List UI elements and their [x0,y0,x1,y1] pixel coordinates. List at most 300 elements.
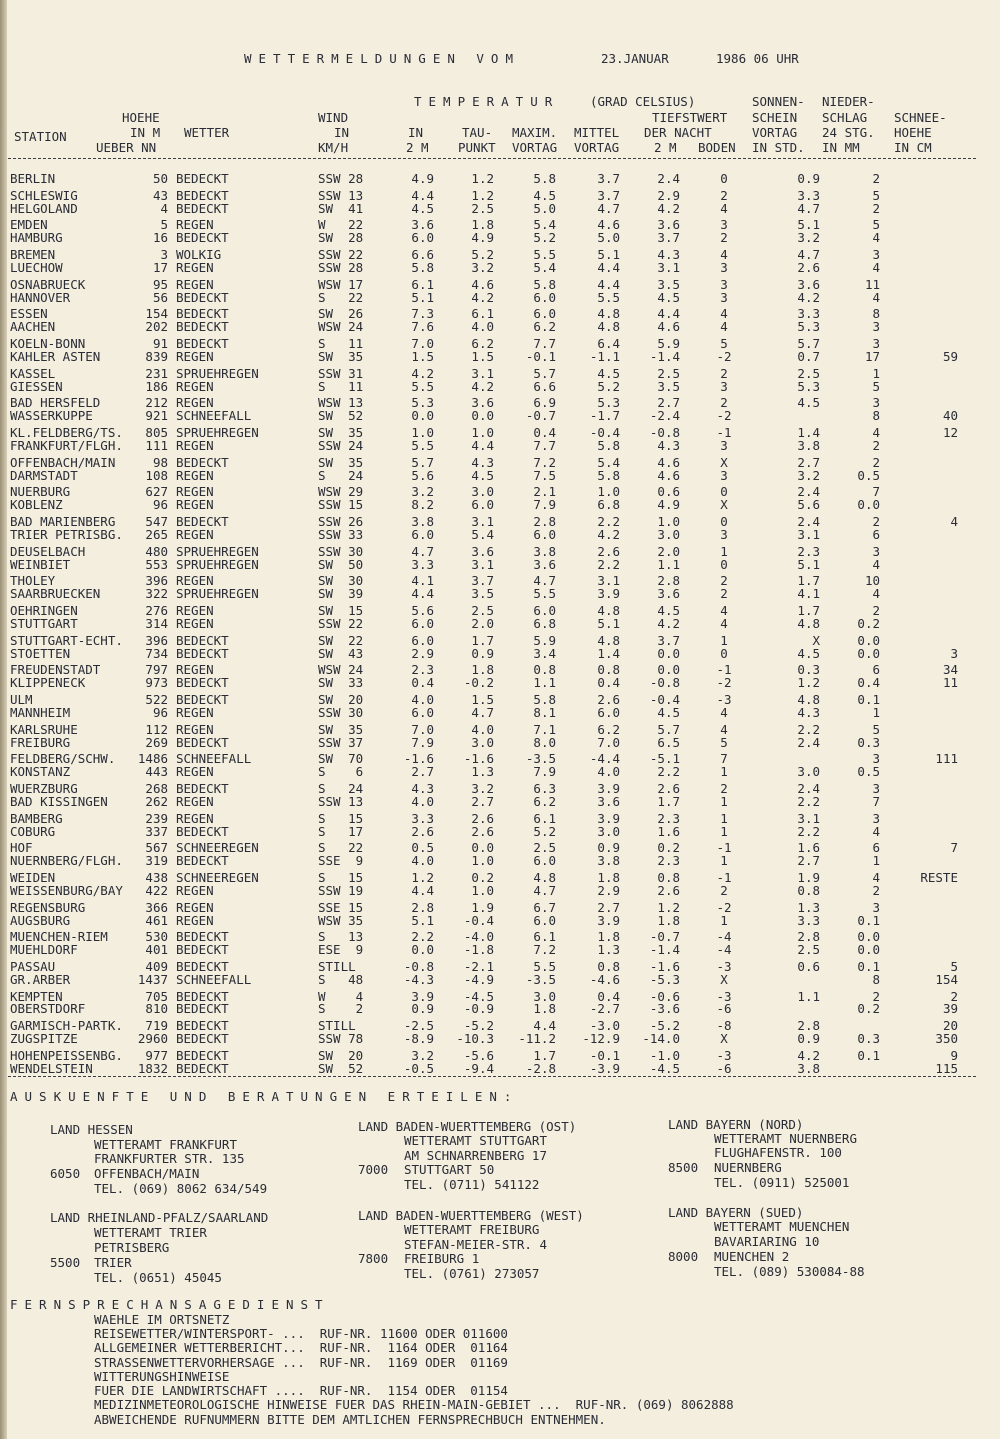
office-tel: TEL. (0911) 525001 [714,1175,850,1190]
cell-wetter: REGEN [176,912,214,928]
cell-temp-2m: 5.1 [411,289,434,305]
cell-taupunkt: 2.0 [471,615,494,631]
cell-hoehe: 797 [145,662,168,678]
cell-wetter: REGEN [176,764,214,780]
cell-taupunkt: 0.0 [471,408,494,424]
cell-maxim: 5.8 [533,171,556,186]
cell-temp-2m: 6.6 [411,247,434,263]
cell-tiefst-boden: -8 [716,1018,732,1034]
cell-maxim: 1.7 [533,1047,556,1063]
cell-tiefst-boden: 4 [720,615,728,631]
cell-taupunkt: -0.4 [463,912,494,928]
cell-taupunkt: 1.0 [471,853,494,869]
cell-wind: S 24 [318,467,364,483]
cell-station: DEUSELBACH [10,543,86,559]
cell-hoehe: 337 [145,823,168,839]
cell-tiefst-boden: -3 [716,988,732,1004]
header-nieder-2: SCHLAG [822,110,868,125]
cell-wind: WSW 24 [318,319,364,335]
cell-taupunkt: 1.5 [471,348,494,364]
cell-hoehe: 1486 [137,751,168,767]
cell-tiefst-boden: -1 [716,662,732,678]
cell-hoehe: 422 [145,882,168,898]
cell-tiefst-2m: -0.8 [649,425,680,441]
cell-maxim: 3.8 [533,543,556,559]
cell-maxim: 7.9 [533,764,556,780]
cell-taupunkt: 1.2 [471,187,494,203]
cell-mittel: -0.4 [589,425,620,441]
cell-wetter: REGEN [176,882,214,898]
office-city: MUENCHEN 2 [714,1249,790,1264]
cell-maxim: 7.9 [533,497,556,513]
cell-tiefst-boden: 4 [720,247,728,263]
cell-wind: SSW 37 [318,734,364,750]
table-row [0,943,1000,958]
cell-niederschlag: 4 [872,230,880,246]
cell-wind: SSW 13 [318,187,364,203]
cell-hoehe: 43 [152,187,168,203]
cell-tiefst-boden: 0 [720,645,728,661]
cell-temp-2m: 1.5 [411,348,434,364]
cell-niederschlag: 3 [872,751,880,767]
cell-temp-2m: 6.0 [411,615,434,631]
cell-wind: WSW 17 [318,276,364,292]
cell-tiefst-2m: -5.3 [649,971,680,987]
cell-hoehe: 96 [152,704,168,720]
cell-maxim: 1.8 [533,1001,556,1017]
report-time: 1986 06 UHR [716,51,799,66]
cell-station: WEINBIET [10,556,71,572]
cell-tiefst-boden: X [720,454,728,470]
header-schnee-1: SCHNEE- [894,110,947,125]
cell-tiefst-boden: 3 [720,217,728,233]
cell-wetter: REGEN [176,615,214,631]
cell-wetter: REGEN [176,899,214,915]
cell-sonne: X [812,632,820,648]
cell-maxim: 5.8 [533,276,556,292]
cell-maxim: -0.1 [525,348,556,364]
cell-tiefst-2m: -2.4 [649,408,680,424]
cell-maxim: 6.8 [533,615,556,631]
cell-wetter: SCHNEEFALL [176,971,252,987]
cell-taupunkt: 5.4 [471,526,494,542]
office-street: FRANKFURTER STR. 135 [94,1151,245,1166]
report-date: 23.JANUAR [601,51,669,66]
cell-temp-2m: 7.3 [411,306,434,322]
cell-mittel: 6.2 [597,721,620,737]
cell-station: EMDEN [10,217,48,233]
cell-temp-2m: -4.3 [403,971,434,987]
table-row [0,350,1000,365]
cell-tiefst-2m: -5.1 [649,751,680,767]
table-row [0,202,1000,217]
cell-sonne: 2.5 [797,942,820,958]
cell-taupunkt: 4.6 [471,276,494,292]
cell-mittel: 5.8 [597,467,620,483]
cell-mittel: 3.9 [597,810,620,826]
cell-tiefst-2m: 0.0 [657,645,680,661]
cell-sonne: 0.8 [797,882,820,898]
cell-taupunkt: 3.0 [471,484,494,500]
cell-wetter: SPRUEHREGEN [176,556,259,572]
cell-temp-2m: 3.3 [411,556,434,572]
cell-niederschlag: 0.1 [857,1047,880,1063]
cell-mittel: -12.9 [582,1031,620,1047]
cell-tiefst-boden: 0 [720,171,728,186]
cell-niederschlag: 10 [864,573,880,589]
cell-temp-2m: -8.9 [403,1031,434,1047]
cell-tiefst-2m: 3.6 [657,586,680,602]
header-mittel-2: VORTAG [574,140,620,155]
cell-wind: SW 15 [318,603,364,619]
cell-hoehe: 547 [145,514,168,530]
cell-maxim: 5.2 [533,823,556,839]
cell-sonne: 0.6 [797,958,820,974]
fernsprech-line: ABWEICHENDE RUFNUMMERN BITTE DEM AMTLICHEN FERNSPRECHBUCH ENTNEHMEN. [94,1412,606,1427]
cell-hoehe: 719 [145,1018,168,1034]
table-row [0,587,1000,602]
cell-station: NUERNBERG/FLGH. [10,853,123,869]
cell-sonne: 1.9 [797,870,820,885]
office-city: OFFENBACH/MAIN [94,1166,200,1181]
cell-mittel: 3.7 [597,171,620,186]
cell-station: FREUDENSTADT [10,662,101,678]
cell-schnee: 115 [935,1060,958,1076]
cell-hoehe: 627 [145,484,168,500]
cell-tiefst-2m: 4.3 [657,247,680,263]
cell-wetter: REGEN [176,259,214,275]
cell-wind: S 17 [318,823,364,839]
cell-wetter: BEDECKT [176,942,229,958]
office-plz: 8500 [668,1160,699,1175]
cell-sonne: 1.2 [797,675,820,691]
cell-station: MANNHEIM [10,704,71,720]
cell-sonne: 4.5 [797,395,820,411]
cell-schnee: 39 [942,1001,958,1017]
cell-wetter: BEDECKT [176,734,229,750]
cell-niederschlag: 4 [872,870,880,885]
cell-maxim: 2.1 [533,484,556,500]
cell-wind: SW 52 [318,1060,364,1076]
cell-temp-2m: -1.6 [403,751,434,767]
cell-wind: SSW 26 [318,514,364,530]
cell-tiefst-boden: -3 [716,692,732,708]
cell-hoehe: 553 [145,556,168,572]
cell-wind: SSE 9 [318,853,364,869]
cell-niederschlag: 4 [872,556,880,572]
cell-temp-2m: 6.0 [411,526,434,542]
table-row [0,1032,1000,1047]
cell-temp-2m: 2.8 [411,899,434,915]
cell-wind: SW 28 [318,230,364,246]
cell-temp-2m: 0.9 [411,1001,434,1017]
office-tel: TEL. (0761) 273057 [404,1266,540,1281]
header-tiefst-2: DER NACHT [644,125,712,140]
cell-temp-2m: 2.7 [411,764,434,780]
cell-niederschlag: 1 [872,853,880,869]
cell-station: HOF [10,840,33,856]
cell-station: OBERSTDORF [10,1001,86,1017]
cell-taupunkt: 5.2 [471,247,494,263]
cell-taupunkt: 6.0 [471,497,494,513]
cell-sonne: 3.3 [797,912,820,928]
table-row [0,409,1000,424]
cell-niederschlag: 0.2 [857,1001,880,1017]
cell-wetter: SCHNEEFALL [176,751,252,767]
cell-tiefst-boden: -2 [716,675,732,691]
cell-tiefst-2m: 4.5 [657,603,680,619]
cell-sonne: 4.7 [797,200,820,216]
cell-wetter: BEDECKT [176,454,229,470]
cell-wind: STILL [318,1018,356,1034]
header-wind-2: IN [334,125,350,140]
cell-mittel: 4.8 [597,306,620,322]
cell-sonne: 0.3 [797,662,820,678]
cell-wind: SW 20 [318,1047,364,1063]
cell-maxim: 7.2 [533,942,556,958]
cell-station: SCHLESWIG [10,187,78,203]
cell-tiefst-2m: 4.6 [657,319,680,335]
cell-station: KEMPTEN [10,988,63,1004]
cell-tiefst-2m: -4.5 [649,1060,680,1076]
cell-wetter: BEDECKT [176,645,229,661]
cell-tiefst-boden: 1 [720,810,728,826]
table-row [0,854,1000,869]
cell-station: WUERZBURG [10,781,78,797]
cell-mittel: 3.0 [597,823,620,839]
cell-wetter: BEDECKT [176,958,229,974]
cell-schnee: 2 [950,988,958,1004]
cell-mittel: 2.6 [597,692,620,708]
cell-sonne: 1.1 [797,988,820,1004]
cell-maxim: 5.2 [533,230,556,246]
cell-tiefst-boden: 5 [720,734,728,750]
cell-sonne: 1.3 [797,899,820,915]
cell-tiefst-boden: 2 [720,586,728,602]
cell-taupunkt: -5.6 [463,1047,494,1063]
cell-temp-2m: 2.2 [411,929,434,945]
header-tiefst-1: TIEFSTWERT [652,110,728,125]
cell-wetter: REGEN [176,276,214,292]
cell-temp-2m: 8.2 [411,497,434,513]
cell-station: WASSERKUPPE [10,408,93,424]
cell-hoehe: 810 [145,1001,168,1017]
cell-hoehe: 111 [145,437,168,453]
cell-maxim: 5.5 [533,586,556,602]
cell-niederschlag: 17 [864,348,880,364]
cell-station: BAD KISSINGEN [10,793,108,809]
office-land: LAND BADEN-WUERTTEMBERG (WEST) [358,1208,584,1223]
cell-wind: SW 35 [318,425,364,441]
cell-taupunkt: -1.6 [463,751,494,767]
cell-sonne: 3.3 [797,306,820,322]
cell-hoehe: 108 [145,467,168,483]
cell-tiefst-2m: 1.8 [657,912,680,928]
cell-maxim: 4.7 [533,573,556,589]
office-amt: WETTERAMT STUTTGART [404,1133,547,1148]
cell-temp-2m: 0.0 [411,942,434,958]
cell-temp-2m: 3.2 [411,484,434,500]
cell-tiefst-boden: 2 [720,395,728,411]
cell-temp-2m: 4.0 [411,793,434,809]
cell-sonne: 2.2 [797,823,820,839]
cell-station: STOETTEN [10,645,71,661]
cell-mittel: 4.8 [597,632,620,648]
cell-wind: S 24 [318,781,364,797]
cell-tiefst-boden: 4 [720,704,728,720]
cell-station: PASSAU [10,958,56,974]
cell-niederschlag: 2 [872,454,880,470]
cell-hoehe: 461 [145,912,168,928]
cell-hoehe: 734 [145,645,168,661]
cell-wetter: REGEN [176,810,214,826]
table-row [0,736,1000,751]
cell-mittel: -0.1 [589,1047,620,1063]
cell-tiefst-boden: 2 [720,187,728,203]
cell-niederschlag: 1 [872,365,880,381]
cell-station: OFFENBACH/MAIN [10,454,116,470]
cell-niederschlag: 11 [864,276,880,292]
cell-maxim: 6.0 [533,912,556,928]
cell-tiefst-2m: 3.0 [657,526,680,542]
cell-wind: SW 33 [318,675,364,691]
cell-sonne: 1.6 [797,840,820,856]
cell-wetter: REGEN [176,793,214,809]
cell-wind: SW 30 [318,573,364,589]
cell-schnee: 12 [942,425,958,441]
cell-temp-2m: 7.6 [411,319,434,335]
table-row [0,261,1000,276]
fernsprech-line: WAEHLE IM ORTSNETZ [94,1312,230,1327]
cell-schnee: 59 [942,348,958,364]
cell-niederschlag: 3 [872,247,880,263]
cell-wind: WSW 13 [318,395,364,411]
cell-hoehe: 396 [145,632,168,648]
cell-mittel: 3.1 [597,573,620,589]
cell-taupunkt: -4.9 [463,971,494,987]
fernsprech-line: MEDIZINMETEOROLOGISCHE HINWEISE FUER DAS RHEIN-MAIN-GEBIET ... RUF-NR. (069) 8062888 [94,1397,734,1412]
cell-maxim: 5.8 [533,692,556,708]
cell-hoehe: 480 [145,543,168,559]
cell-tiefst-2m: -1.4 [649,348,680,364]
cell-sonne: 5.3 [797,319,820,335]
cell-hoehe: 202 [145,319,168,335]
cell-niederschlag: 0.0 [857,942,880,958]
cell-hoehe: 154 [145,306,168,322]
cell-taupunkt: -0.9 [463,1001,494,1017]
cell-schnee: 40 [942,408,958,424]
cell-temp-2m: 0.5 [411,840,434,856]
cell-niederschlag: 3 [872,543,880,559]
cell-hoehe: 409 [145,958,168,974]
header-maxim-1: MAXIM. [512,125,558,140]
table-row [0,558,1000,573]
cell-maxim: 1.1 [533,675,556,691]
cell-tiefst-boden: 0 [720,556,728,572]
cell-mittel: 2.2 [597,556,620,572]
header-taupunkt-2: PUNKT [458,140,496,155]
cell-mittel: 5.5 [597,289,620,305]
cell-tiefst-2m: 3.5 [657,276,680,292]
cell-maxim: 6.9 [533,395,556,411]
cell-wind: SW 35 [318,721,364,737]
cell-niederschlag: 3 [872,336,880,352]
cell-wetter: BEDECKT [176,1001,229,1017]
cell-temp-2m: 5.5 [411,437,434,453]
cell-tiefst-2m: 4.3 [657,437,680,453]
cell-hoehe: 319 [145,853,168,869]
cell-wetter: REGEN [176,704,214,720]
cell-taupunkt: -4.5 [463,988,494,1004]
cell-hoehe: 973 [145,675,168,691]
cell-sonne: 4.7 [797,247,820,263]
office-street: PETRISBERG [94,1240,170,1255]
cell-mittel: 4.4 [597,259,620,275]
cell-maxim: 3.6 [533,556,556,572]
cell-wind: SSW 22 [318,615,364,631]
cell-maxim: 6.6 [533,378,556,394]
cell-maxim: 8.1 [533,704,556,720]
cell-taupunkt: 1.5 [471,692,494,708]
header-divider [8,158,976,159]
cell-hoehe: 530 [145,929,168,945]
cell-wind: SW 50 [318,556,364,572]
table-row [0,706,1000,721]
cell-niederschlag: 8 [872,306,880,322]
cell-sonne: 4.3 [797,704,820,720]
cell-wind: S 15 [318,870,364,885]
cell-sonne: 5.3 [797,378,820,394]
cell-hoehe: 522 [145,692,168,708]
cell-wind: SSW 13 [318,793,364,809]
cell-hoehe: 977 [145,1047,168,1063]
cell-niederschlag: 0.1 [857,958,880,974]
cell-sonne: 1.7 [797,603,820,619]
table-row [0,439,1000,454]
cell-sonne: 3.8 [797,437,820,453]
cell-hoehe: 268 [145,781,168,797]
cell-tiefst-boden: 3 [720,378,728,394]
cell-taupunkt: 3.6 [471,543,494,559]
cell-niederschlag: 5 [872,217,880,233]
cell-tiefst-boden: 1 [720,912,728,928]
cell-station: BAD HERSFELD [10,395,101,411]
cell-tiefst-2m: 6.5 [657,734,680,750]
report-title: WETTERMELDUNGEN VOM [244,51,520,66]
cell-mittel: 1.4 [597,645,620,661]
cell-wetter: REGEN [176,395,214,411]
cell-tiefst-2m: 5.7 [657,721,680,737]
cell-niederschlag: 0.0 [857,929,880,945]
cell-wind: S 6 [318,764,364,780]
cell-temp-2m: 3.6 [411,217,434,233]
cell-hoehe: 16 [152,230,168,246]
cell-schnee: 11 [942,675,958,691]
cell-niederschlag: 2 [872,171,880,186]
cell-tiefst-2m: -3.6 [649,1001,680,1017]
cell-temp-2m: 2.6 [411,823,434,839]
header-nieder-3: 24 STG. [822,125,875,140]
cell-temp-2m: 1.2 [411,870,434,885]
cell-tiefst-2m: 3.1 [657,259,680,275]
cell-wind: S 22 [318,840,364,856]
cell-mittel: 3.9 [597,586,620,602]
cell-wetter: SPRUEHREGEN [176,586,259,602]
cell-station: FRANKFURT/FLGH. [10,437,123,453]
cell-temp-2m: 4.1 [411,573,434,589]
cell-niederschlag: 2 [872,882,880,898]
cell-maxim: 7.7 [533,437,556,453]
